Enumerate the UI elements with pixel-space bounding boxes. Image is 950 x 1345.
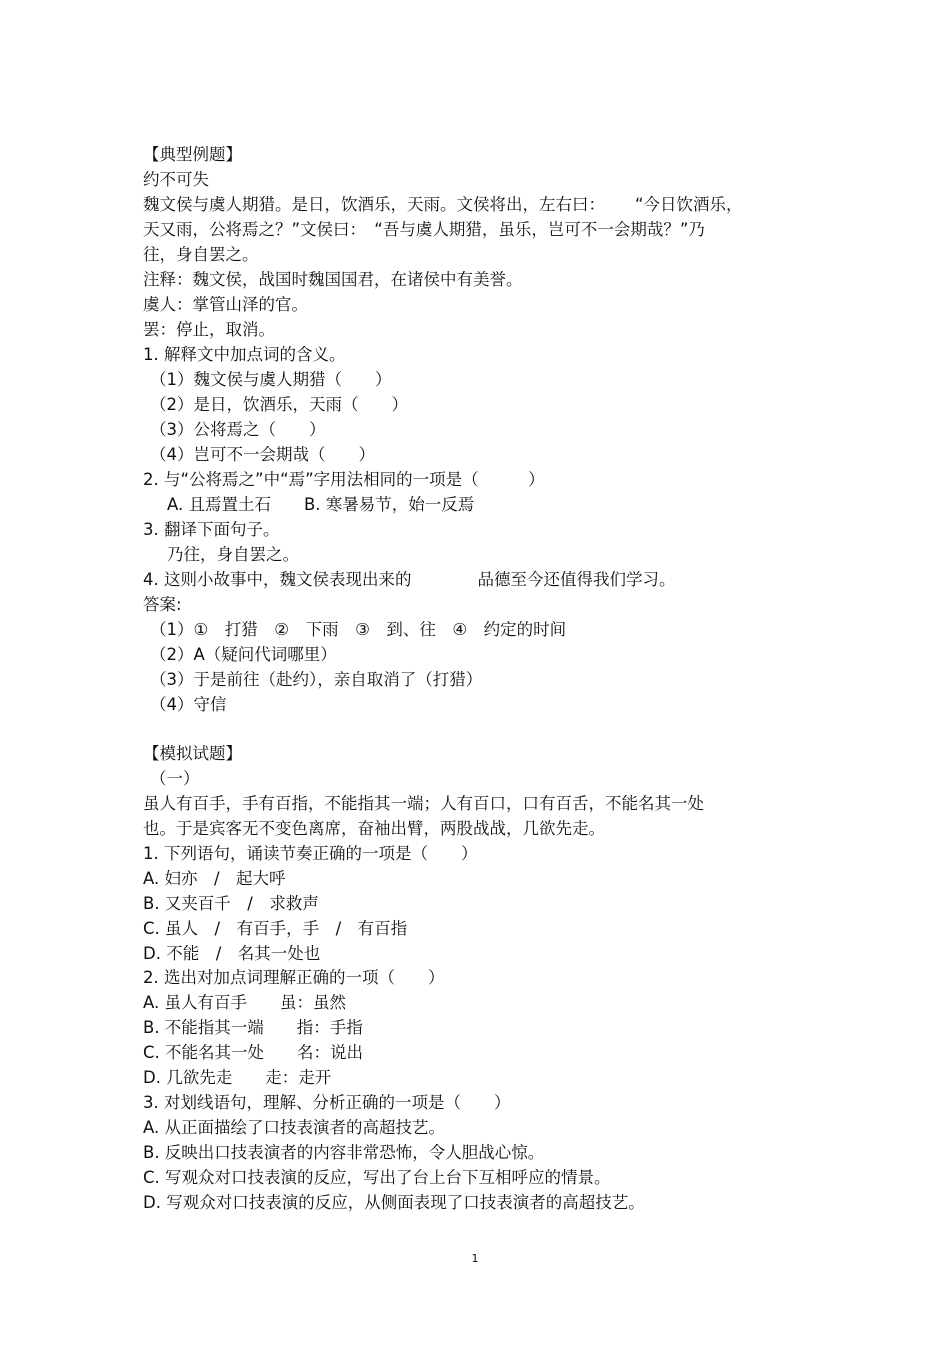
passage-line: 往，身自罢之。 (143, 245, 259, 264)
question-line: （2）是日，饮酒乐，天雨（ ） (150, 395, 408, 414)
option-line: D. 写观众对口技表演的反应，从侧面表现了口技表演者的高超技艺。 (143, 1193, 645, 1212)
question-line: 4. 这则小故事中，魏文侯表现出来的 品德至今还值得我们学习。 (143, 570, 676, 589)
option-line: C. 虽人 / 有百手，手 / 有百指 (143, 919, 408, 938)
story-title: 约不可失 (143, 170, 209, 189)
option-line: D. 几欲先走 走：走开 (143, 1068, 332, 1087)
option-line: B. 不能指其一端 指：手指 (143, 1018, 363, 1037)
question-line: 3. 对划线语句，理解、分析正确的一项是（ ） (143, 1093, 511, 1112)
page-number: 1 (471, 1252, 479, 1265)
option-line: A. 妇亦 / 起大呼 (143, 869, 286, 888)
question-line: （4）岂可不一会期哉（ ） (150, 445, 375, 464)
option-line: A. 虽人有百手 虽：虽然 (143, 993, 346, 1012)
question-line: 2. 与“公将焉之”中“焉”字用法相同的一项是（ ） (143, 470, 545, 489)
passage-line: 魏文侯与虞人期猎。是日，饮酒乐，天雨。文侯将出，左右曰： “今日饮酒乐， (143, 195, 743, 214)
passage-line: 虽人有百手，手有百指，不能指其一端；人有百口，口有百舌，不能名其一处 (143, 794, 704, 813)
answer-line: （3）于是前往（赴约），亲自取消了（打猎） (150, 670, 483, 689)
option-line: C. 不能名其一处 名：说出 (143, 1043, 364, 1062)
answer-line: （4）守信 (150, 695, 227, 714)
question-line: （3）公将焉之（ ） (150, 420, 326, 439)
question-line: 2. 选出对加点词理解正确的一项（ ） (143, 968, 445, 987)
passage-line: 天又雨，公将焉之？”文侯曰： “吾与虞人期猎，虽乐，岂可不一会期哉？”乃 (143, 220, 705, 239)
option-line: A. 从正面描绘了口技表演者的高超技艺。 (143, 1118, 445, 1137)
sentence-to-translate: 乃往，身自罢之。 (167, 545, 299, 564)
answer-line: （2）A（疑问代词哪里） (150, 645, 337, 664)
question-line: 1. 下列语句，诵读节奏正确的一项是（ ） (143, 844, 478, 863)
option-line: A. 且焉置土石 B. 寒暑易节，始一反焉 (167, 495, 475, 514)
question-line: 3. 翻译下面句子。 (143, 520, 280, 539)
question-line: （1）魏文侯与虞人期猎（ ） (150, 370, 392, 389)
answer-heading: 答案: (143, 595, 182, 614)
answer-line: （1）① 打猎 ② 下雨 ③ 到、往 ④ 约定的时间 (150, 620, 567, 639)
option-line: B. 反映出口技表演者的内容非常恐怖，令人胆战心惊。 (143, 1143, 545, 1162)
note-line: 注释：魏文侯，战国时魏国国君，在诸侯中有美誉。 (143, 270, 523, 289)
note-line: 罢：停止，取消。 (143, 320, 275, 339)
mock-section-heading: 【模拟试题】 (143, 744, 242, 763)
question-line: 1. 解释文中加点词的含义。 (143, 345, 346, 364)
option-line: D. 不能 / 名其一处也 (143, 944, 321, 963)
passage-line: 也。于是宾客无不变色离席，奋袖出臂，两股战战，几欲先走。 (143, 819, 605, 838)
option-line: C. 写观众对口技表演的反应，写出了台上台下互相呼应的情景。 (143, 1168, 611, 1187)
example-section-heading: 【典型例题】 (143, 145, 242, 164)
option-line: B. 又夹百千 / 求救声 (143, 894, 319, 913)
note-line: 虞人：掌管山泽的官。 (143, 295, 308, 314)
part-label: （一） (150, 769, 200, 788)
